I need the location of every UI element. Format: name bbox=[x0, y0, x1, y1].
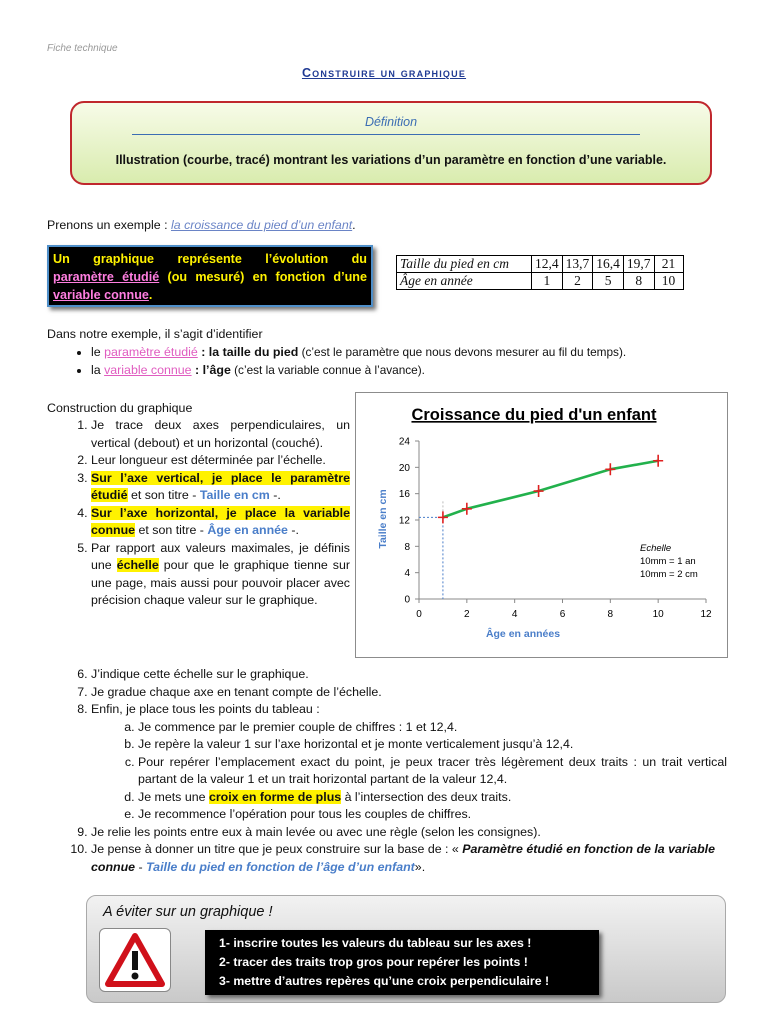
warning-title: A éviter sur un graphique ! bbox=[103, 904, 273, 920]
b1-pre: le bbox=[91, 345, 105, 359]
b2-variable: variable connue bbox=[104, 362, 192, 377]
chart-scale-line-2: 10mm = 2 cm bbox=[640, 569, 698, 580]
s3-mid: et son titre - bbox=[127, 488, 200, 502]
list-item bbox=[91, 470, 350, 505]
s8d-b: à l’intersection des deux traits. bbox=[341, 789, 512, 804]
definition-divider bbox=[132, 134, 640, 135]
s3-blue: Taille en cm bbox=[199, 488, 270, 502]
s3-end: -. bbox=[269, 488, 281, 502]
chart-scale-title: Echelle bbox=[640, 543, 672, 554]
data-point bbox=[462, 503, 472, 515]
graph-definition-box bbox=[47, 245, 373, 307]
data-point bbox=[653, 455, 663, 467]
s5-a: Par rapport aux valeurs maximales, je définis une bbox=[91, 540, 350, 572]
warning-item: 2- tracer des traits trop gros pour repérer les points ! bbox=[219, 955, 528, 969]
list-item bbox=[138, 789, 727, 807]
growth-chart bbox=[356, 393, 727, 657]
warning-sign-icon bbox=[99, 928, 171, 992]
x-tick-label: 12 bbox=[700, 609, 712, 620]
s10-blue: Taille du pied en fonction de l’âge d’un enfant bbox=[146, 859, 415, 874]
list-item bbox=[91, 344, 768, 362]
y-tick-label: 24 bbox=[398, 436, 410, 448]
b1-parametre: paramètre étudié bbox=[104, 345, 198, 359]
example-line bbox=[47, 218, 356, 232]
chart-scale-line-1: 10mm = 1 an bbox=[640, 556, 696, 567]
definition-box bbox=[70, 101, 712, 185]
box-parametre: paramètre étudié bbox=[53, 270, 160, 284]
y-tick-label: 12 bbox=[398, 515, 410, 527]
list-item: b. Je repère la valeur 1 sur l’axe horizontal et je monte verticalement jusqu’à 12,4. bbox=[138, 736, 727, 754]
steps-list-a bbox=[47, 417, 350, 610]
definition-title: Définition bbox=[364, 115, 418, 129]
table-row-label: Taille du pied en cm bbox=[397, 256, 532, 273]
identify-intro: Dans notre exemple, il s’agit d’identifier bbox=[47, 327, 263, 341]
table-cell: 2 bbox=[562, 273, 593, 290]
list-item bbox=[91, 540, 350, 610]
page-title: Construire un graphique bbox=[301, 66, 467, 80]
box-end: . bbox=[148, 288, 153, 302]
table-cell: 1 bbox=[532, 273, 563, 290]
construction-title: Construction du graphique bbox=[47, 401, 193, 415]
table-row bbox=[397, 273, 684, 290]
data-point bbox=[534, 485, 544, 497]
data-table bbox=[396, 255, 684, 290]
list-item bbox=[91, 505, 350, 540]
y-tick-label: 20 bbox=[398, 462, 410, 474]
chart-ylabel: Taille en cm bbox=[377, 489, 389, 549]
b2-rest: (c’est la variable connue à l’avance). bbox=[230, 362, 425, 377]
y-tick-label: 8 bbox=[404, 541, 410, 553]
box-line-2 bbox=[53, 268, 367, 286]
b2-bold: : l’âge bbox=[191, 362, 231, 377]
s10-end: ». bbox=[414, 859, 426, 874]
y-tick-label: 4 bbox=[404, 568, 410, 580]
definition-text: Illustration (courbe, tracé) montrant les variations d’un paramètre en fonction d’une variable. bbox=[115, 153, 667, 167]
table-cell: 10 bbox=[654, 273, 683, 290]
s8-text: Enfin, je place tous les points du tableau : bbox=[91, 702, 320, 716]
s10-italic: Paramètre étudié en fonction de la variable connue bbox=[91, 842, 715, 874]
sub-steps bbox=[91, 719, 727, 824]
warning-box bbox=[86, 895, 726, 1003]
warning-list bbox=[205, 930, 599, 995]
example-prefix: Prenons un exemple : bbox=[47, 218, 171, 232]
data-point bbox=[605, 463, 615, 475]
warning-item: 1- inscrire toutes les valeurs du tableau sur les axes ! bbox=[219, 936, 532, 950]
table-cell: 8 bbox=[623, 273, 654, 290]
list-item: 6. J’indique cette échelle sur le graphique. bbox=[91, 666, 727, 684]
box-line-1: Un graphique représente l’évolution du bbox=[53, 252, 367, 266]
table-cell: 13,7 bbox=[562, 256, 593, 273]
table-cell: 12,4 bbox=[532, 256, 563, 273]
data-table-wrap bbox=[396, 255, 684, 290]
y-tick-label: 0 bbox=[404, 594, 410, 606]
chart-title: Croissance du pied d'un enfant bbox=[411, 406, 657, 424]
list-item: e. Je recommence l’opération pour tous les couples de chiffres. bbox=[138, 806, 727, 824]
y-tick-label: 16 bbox=[398, 489, 410, 501]
warning-item: 3- mettre d’autres repères qu’une croix perpendiculaire ! bbox=[219, 974, 550, 988]
steps-list-b bbox=[47, 666, 727, 876]
list-item: c. Pour repérer l’emplacement exact du point, je peux tracer très légèrement deux traits : un trait vertical partant de la valeur 1 et un trait horizontal partant de la valeur 12,4. bbox=[138, 754, 727, 789]
s8d-a: Je mets une bbox=[138, 789, 209, 804]
s4-mid: et son titre - bbox=[135, 523, 208, 537]
s4-end: -. bbox=[287, 523, 299, 537]
example-link[interactable]: la croissance du pied d’un enfant bbox=[170, 218, 353, 232]
table-cell: 21 bbox=[654, 256, 683, 273]
list-item: 7. Je gradue chaque axe en tenant compte de l’échelle. bbox=[91, 684, 727, 702]
example-suffix: . bbox=[352, 218, 356, 232]
list-item: 9. Je relie les points entre eux à main levée ou avec une règle (selon les consignes). bbox=[91, 824, 727, 842]
data-point bbox=[438, 511, 448, 523]
table-cell: 16,4 bbox=[593, 256, 624, 273]
table-row-label: Âge en année bbox=[397, 273, 532, 290]
x-tick-label: 4 bbox=[511, 609, 518, 620]
box-variable: variable connue bbox=[53, 288, 149, 302]
x-tick-label: 2 bbox=[464, 609, 470, 620]
table-row bbox=[397, 256, 684, 273]
x-tick-label: 0 bbox=[416, 609, 422, 620]
s4-highlight: Sur l’axe horizontal, je place la variable connue bbox=[91, 505, 350, 537]
list-item bbox=[91, 841, 727, 876]
construction-left bbox=[47, 400, 350, 610]
table-cell: 5 bbox=[593, 273, 624, 290]
list-item: 2. Leur longueur est déterminée par l’échelle. bbox=[91, 452, 350, 470]
x-tick-label: 6 bbox=[559, 609, 566, 620]
table-cell: 19,7 bbox=[623, 256, 654, 273]
list-item: a. Je commence par le premier couple de chiffres : 1 et 12,4. bbox=[138, 719, 727, 737]
box-line-3 bbox=[53, 286, 367, 304]
series-line bbox=[443, 461, 658, 518]
s4-blue: Âge en année bbox=[207, 523, 288, 537]
identify-list bbox=[47, 344, 768, 379]
fiche-label: Fiche technique bbox=[47, 43, 118, 54]
s10-a: Je pense à donner un titre que je peux construire sur la base de : « bbox=[91, 842, 463, 856]
list-item: 1. Je trace deux axes perpendiculaires, un vertical (debout) et un horizontal (couché). bbox=[91, 417, 350, 452]
s10-dash: - bbox=[135, 859, 147, 874]
x-tick-label: 8 bbox=[607, 609, 614, 620]
b1-bold: : la taille du pied bbox=[197, 345, 299, 359]
chart-container bbox=[355, 392, 728, 658]
s5-b: pour que le graphique tienne sur une page, mais aussi pour pouvoir placer avec précision chaque valeur sur le graphique. bbox=[91, 558, 350, 607]
list-item bbox=[91, 362, 768, 380]
s5-highlight: échelle bbox=[116, 558, 159, 572]
box-mid: (ou mesuré) en fonction d’une bbox=[159, 270, 367, 284]
x-tick-label: 10 bbox=[652, 609, 664, 620]
b1-rest: (c’est le paramètre que nous devons mesurer au fil du temps). bbox=[298, 345, 627, 359]
list-item bbox=[91, 701, 727, 824]
construction-full bbox=[47, 666, 727, 876]
chart-xlabel: Âge en années bbox=[485, 628, 561, 640]
b2-pre: la bbox=[91, 362, 105, 377]
s8d-highlight: croix en forme de plus bbox=[208, 789, 342, 804]
s3-highlight: Sur l’axe vertical, je place le paramètre étudié bbox=[91, 470, 350, 502]
